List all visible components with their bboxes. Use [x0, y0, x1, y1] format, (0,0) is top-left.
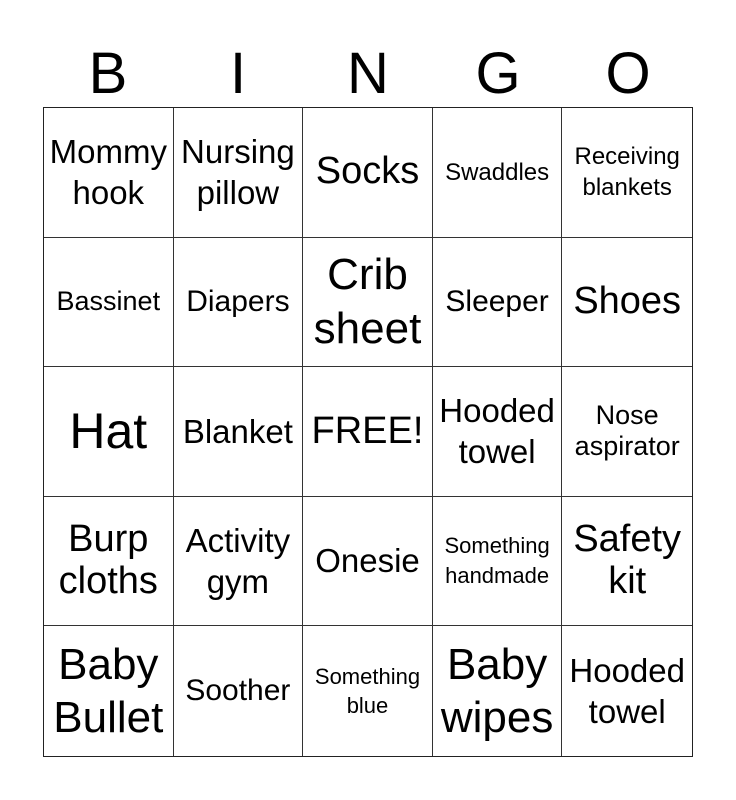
- header-letter-b: B: [88, 41, 128, 106]
- cell-text: Hooded towel: [569, 651, 685, 731]
- bingo-cell[interactable]: [44, 497, 174, 627]
- cell-text: Hat: [69, 402, 148, 459]
- cell-text: Safety kit: [573, 518, 682, 603]
- cell-text: Shoes: [573, 279, 682, 322]
- cell-text: Soother: [185, 674, 291, 708]
- cell-text: Sleeper: [445, 285, 549, 319]
- bingo-cell[interactable]: [303, 626, 433, 756]
- cell-text: Activity gym: [185, 521, 291, 601]
- cell-text: Onesie: [315, 542, 420, 580]
- bingo-cell[interactable]: [433, 497, 563, 627]
- bingo-cell[interactable]: [44, 367, 174, 497]
- bingo-cell[interactable]: [303, 497, 433, 627]
- header-letter-o: O: [605, 41, 651, 106]
- bingo-cell[interactable]: [433, 238, 563, 368]
- free-space[interactable]: [303, 367, 433, 497]
- bingo-cell[interactable]: [44, 108, 174, 238]
- header-letter-i: I: [229, 41, 247, 106]
- bingo-cell[interactable]: [174, 626, 304, 756]
- bingo-cell[interactable]: [44, 626, 174, 756]
- cell-text: Crib sheet: [313, 250, 422, 353]
- cell-text: Hooded towel: [439, 392, 555, 471]
- bingo-cell[interactable]: [44, 238, 174, 368]
- cell-text: Burp cloths: [58, 518, 158, 603]
- bingo-cell[interactable]: [433, 108, 563, 238]
- bingo-cell[interactable]: [433, 367, 563, 497]
- bingo-cell[interactable]: [174, 367, 304, 497]
- bingo-cell[interactable]: [562, 497, 692, 627]
- header-letter-g: G: [475, 41, 521, 106]
- cell-text: Baby Bullet: [53, 639, 164, 743]
- bingo-cell[interactable]: [562, 367, 692, 497]
- bingo-cell[interactable]: [174, 238, 304, 368]
- bingo-cell[interactable]: [174, 108, 304, 238]
- cell-text: Swaddles: [445, 158, 550, 186]
- cell-text: Socks: [315, 150, 420, 193]
- cell-text: FREE!: [311, 409, 424, 452]
- bingo-cell[interactable]: [562, 108, 692, 238]
- bingo-cell[interactable]: [562, 238, 692, 368]
- cell-text: Diapers: [186, 285, 290, 319]
- cell-text: Receiving blankets: [574, 143, 680, 202]
- bingo-header: [43, 40, 693, 108]
- cell-text: Bassinet: [56, 286, 161, 317]
- bingo-cell[interactable]: [174, 497, 304, 627]
- bingo-cell[interactable]: [303, 238, 433, 368]
- bingo-cell[interactable]: [303, 108, 433, 238]
- bingo-board: [43, 107, 693, 757]
- cell-text: Baby wipes: [440, 639, 554, 743]
- bingo-cell[interactable]: [562, 626, 692, 756]
- header-letter-n: N: [347, 41, 389, 106]
- cell-text: Blanket: [182, 412, 293, 450]
- cell-text: Nose aspirator: [574, 400, 680, 462]
- bingo-cell[interactable]: [433, 626, 563, 756]
- cell-text: Something handmade: [444, 533, 550, 589]
- cell-text: Nursing pillow: [181, 133, 295, 212]
- cell-text: Something blue: [314, 663, 421, 719]
- cell-text: Mommy hook: [49, 133, 167, 212]
